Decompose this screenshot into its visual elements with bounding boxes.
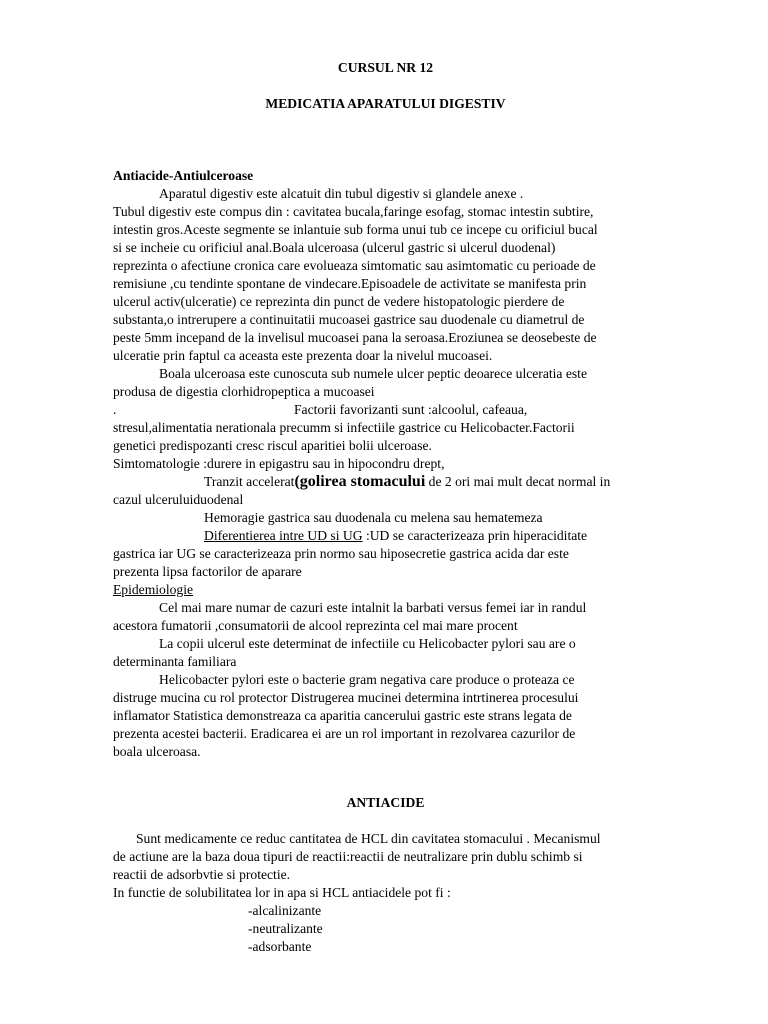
- paragraph-line: peste 5mm incepand de la invelisul mucoasei pana la seroasa.Eroziunea se deosebeste de: [113, 330, 597, 345]
- paragraph-line: Tubul digestiv este compus din : cavitatea bucala,faringe esofag, stomac intestin subtire,: [113, 204, 594, 219]
- paragraph-line: Cel mai mare numar de cazuri este intalnit la barbati versus femei iar in randul: [159, 600, 587, 615]
- diferentierea-text: :UD se caracterizeaza prin hiperaciditate: [362, 528, 588, 543]
- paragraph-line: prezenta acestei bacterii. Eradicarea ei are un rol important in rezolvarea cazurilor de: [113, 726, 576, 741]
- section-heading-antiacide: ANTIACIDE: [346, 795, 425, 810]
- paragraph-line: Helicobacter pylori este o bacterie gram negativa care produce o proteaza ce: [159, 672, 575, 687]
- paragraph-line: substanta,o intrerupere a continuitatii mucoasei gastrice sau duodenale cu diametrul de: [113, 312, 585, 327]
- paragraph-line: boala ulceroasa.: [113, 744, 201, 759]
- paragraph-line: inflamator Statistica demonstreaza ca aparitia cancerului gastric este strans legata de: [113, 708, 572, 723]
- paragraph-line: Boala ulceroasa este cunoscuta sub numele ulcer peptic deoarece ulceratia este: [159, 366, 587, 381]
- paragraph-line: .: [113, 402, 117, 417]
- paragraph-line: ulcerul activ(ulceratie) ce reprezinta din punct de vedere histopatologic pierdere de: [113, 294, 565, 309]
- paragraph-line: In functie de solubilitatea lor in apa si HCL antiacidele pot fi :: [113, 885, 451, 900]
- paragraph-line: Hemoragie gastrica sau duodenala cu melena sau hematemeza: [204, 510, 543, 525]
- section-heading-antiacide-antiulceroase: Antiacide-Antiulceroase: [113, 168, 254, 183]
- tranzit-emphasis: (golirea stomacului: [294, 473, 426, 490]
- list-item: -adsorbante: [248, 939, 312, 954]
- epidemiologie-heading: Epidemiologie: [113, 582, 194, 597]
- paragraph-line: Simtomatologie :durere in epigastru sau in hipocondru drept,: [113, 456, 445, 471]
- paragraph-line: remisiune ,cu tendinte spontane de vindecare.Episoadele de activitate se manifesta prin: [113, 276, 587, 291]
- tranzit-text: Tranzit accelerat: [204, 474, 295, 489]
- paragraph-line: stresul,alimentatia nerationala precumm si infectiile gastrice cu Helicobacter.Factorii: [113, 420, 575, 435]
- paragraph-line: intestin gros.Aceste segmente se inlantuie sub forma unui tub ce incepe cu orificiul bucal: [113, 222, 598, 237]
- list-item: -alcalinizante: [248, 903, 322, 918]
- paragraph-line: La copii ulcerul este determinat de infectiile cu Helicobacter pylori sau are o: [159, 636, 576, 651]
- paragraph-line: Factorii favorizanti sunt :alcoolul, cafeaua,: [294, 402, 528, 417]
- paragraph-line: si se incheie cu orificiul anal.Boala ulceroasa (ulcerul gastric si ulcerul duodenal): [113, 240, 556, 255]
- paragraph-line: distruge mucina cu rol protector Distrugerea mucinei determina intrtinerea procesului: [113, 690, 579, 705]
- paragraph-line: de actiune are la baza doua tipuri de reactii:reactii de neutralizare prin dublu schimb si: [113, 849, 583, 864]
- paragraph-line: reactii de adsorbvtie si protectie.: [113, 867, 291, 882]
- paragraph-line: ulceratie prin faptul ca aceasta este prezenta doar la nivelul mucoasei.: [113, 348, 493, 363]
- course-title: CURSUL NR 12: [337, 60, 434, 75]
- paragraph-line: gastrica iar UG se caracterizeaza prin normo sau hiposecretie gastrica acida dar este: [113, 546, 569, 561]
- paragraph-line: Sunt medicamente ce reduc cantitatea de HCL din cavitatea stomacului . Mecanismul: [136, 831, 601, 846]
- document-subtitle: MEDICATIA APARATULUI DIGESTIV: [265, 96, 506, 111]
- diferentierea-label: Diferentierea intre UD si UG: [204, 528, 363, 543]
- paragraph-line: determinanta familiara: [113, 654, 237, 669]
- paragraph-line: produsa de digestia clorhidropeptica a mucoasei: [113, 384, 375, 399]
- paragraph-line: acestora fumatorii ,consumatorii de alcool reprezinta cel mai mare procent: [113, 618, 518, 633]
- paragraph-line: Aparatul digestiv este alcatuit din tubul digestiv si glandele anexe .: [159, 186, 524, 201]
- diferentierea-line: [204, 527, 587, 545]
- paragraph-line: cazul ulceruluiduodenal: [113, 492, 244, 507]
- tranzit-rest: de 2 ori mai mult decat normal in: [425, 474, 611, 489]
- paragraph-line: prezenta lipsa factorilor de aparare: [113, 564, 302, 579]
- paragraph-line: genetici predispozanti cresc riscul aparitiei bolii ulceroase.: [113, 438, 432, 453]
- list-item: -neutralizante: [248, 921, 323, 936]
- tranzit-line: [204, 473, 610, 491]
- paragraph-line: reprezinta o afectiune cronica care evolueaza simtomatic sau asimtomatic cu perioade de: [113, 258, 596, 273]
